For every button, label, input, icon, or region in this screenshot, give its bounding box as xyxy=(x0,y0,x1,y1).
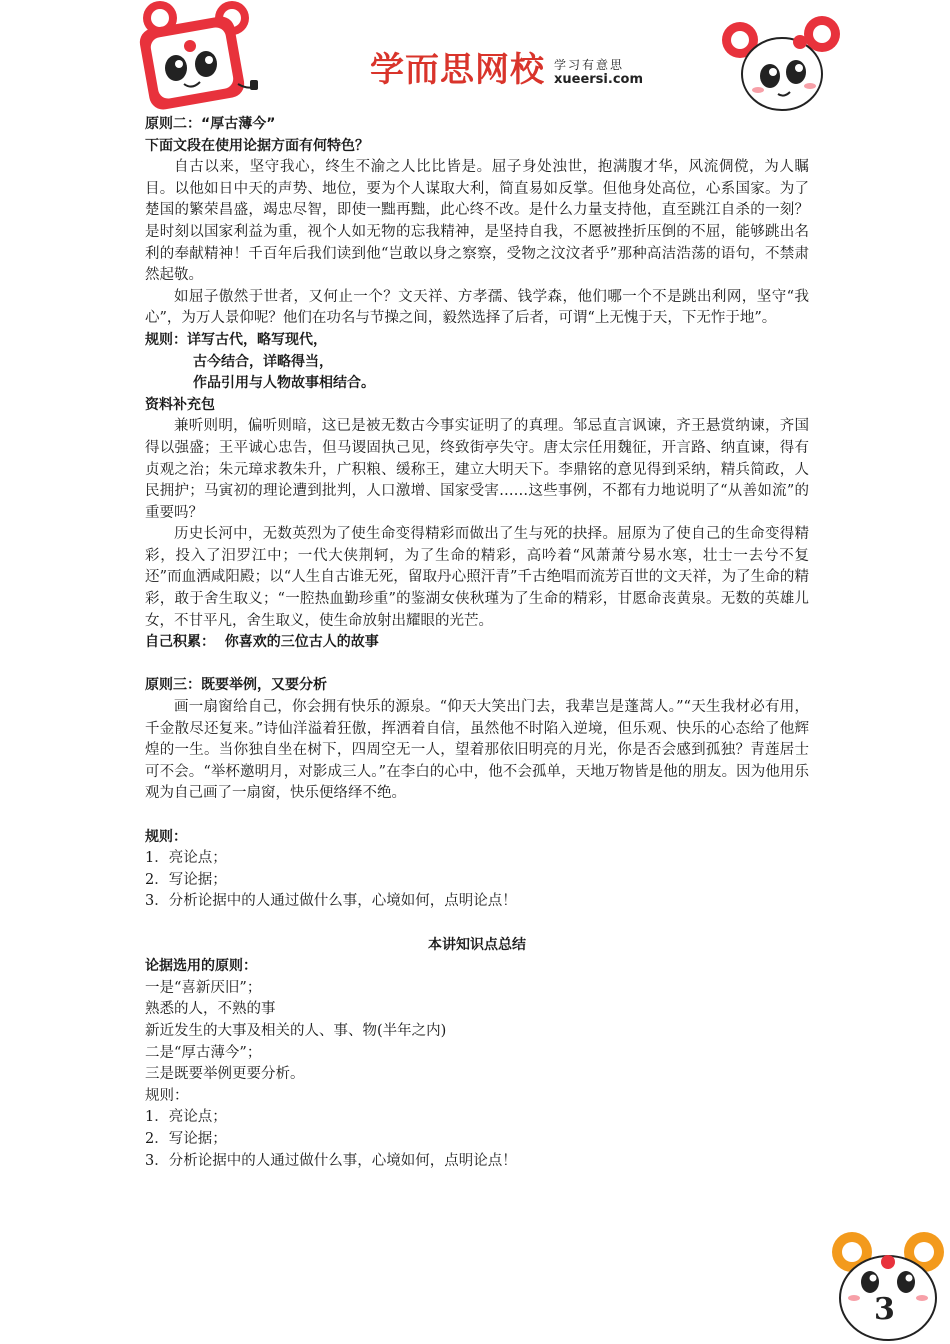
brand-name: 学而思网校 xyxy=(370,50,545,90)
self-accumulation: 自己积累： 你喜欢的三位古人的故事 xyxy=(145,634,379,651)
summary-line: 3．分析论据中的人通过做什么事，心境如何，点明论点！ xyxy=(145,1152,517,1169)
brand-slogan: 学习有意思 xyxy=(554,58,625,72)
summary-line: 1．亮论点； xyxy=(145,1109,227,1126)
section2-rule-3: 作品引用与人物故事相结合。 xyxy=(193,375,375,392)
spacer xyxy=(145,913,809,935)
summary-principle-label: 论据选用的原则： xyxy=(145,958,257,975)
summary-line: 规则： xyxy=(145,1087,189,1104)
section2-title: 原则二：“厚古薄今” xyxy=(145,116,276,132)
summary-line: 三是既要举例更要分析。 xyxy=(145,1066,305,1083)
section2-paragraph-2: 如屈子傲然于世者，又何止一个？文天祥、方孝孺、钱学森，他们哪一个不是跳出利网，坚守“我心”，为万人景仰呢？他们在功名与节操之间，毅然选择了后者，可谓“上无愧于天，下无怍于地”。 xyxy=(145,288,809,327)
mascot-left-icon xyxy=(132,0,260,116)
section3-rule-item: 3．分析论据中的人通过做什么事，心境如何，点明论点！ xyxy=(145,893,517,910)
supplement-paragraph-1: 兼听则明，偏听则暗，这已是被无数古今事实证明了的真理。邹忌直言讽谏，齐王悬赏纳谏，齐国得以强盛；王平诚心忠告，但马谡固执己见，终致街亭失守。唐太宗任用魏征，开言路、纳直谏，得有贞观之治；朱元璋求教朱升，广积粮、缓称王，建立大明天下。李鼎铭的意见得到采纳，精兵简政，人民拥护；马寅初的理论遭到批判，人口激增、国家受害……这些事例，不都有力地说明了“从善如流”的重要吗？ xyxy=(145,418,809,521)
section3-rule-item: 1．亮论点； xyxy=(145,850,227,867)
section2-rule-1: 规则：详写古代，略写现代， xyxy=(145,331,327,348)
page-number-badge xyxy=(826,1226,950,1344)
section3-rule-label: 规则： xyxy=(145,828,187,845)
spacer xyxy=(145,654,809,676)
page-number: 3 xyxy=(874,1292,895,1327)
summary-line: 二是“厚古薄今”； xyxy=(145,1044,262,1061)
summary-line: 熟悉的人，不熟的事 xyxy=(145,1001,276,1018)
summary-line: 新近发生的大事及相关的人、事、物(半年之内) xyxy=(145,1022,447,1039)
section2-rule-2: 古今结合，详略得当， xyxy=(193,353,333,370)
mascot-right-icon xyxy=(718,12,846,118)
section3-rule-item: 2．写论据； xyxy=(145,871,227,888)
section2-question: 下面文段在使用论据方面有何特色？ xyxy=(145,137,369,154)
brand-url: xueersi.com xyxy=(554,72,644,87)
supplement-paragraph-2: 历史长河中，无数英烈为了使生命变得精彩而做出了生与死的抉择。屈原为了使自己的生命变得精彩，投入了汨罗江中；一代大侠荆轲，为了生命的精彩，高吟着“风萧萧兮易水寒，壮士一去兮不复还”而血洒咸阳殿；以“人生自古谁无死，留取丹心照汗青”千古绝唱而流芳百世的文天祥，为了生命的精彩，敢于舍生取义；“一腔热血勤珍重”的鉴湖女侠秋瑾为了生命的精彩，甘愿命丧黄泉。无数的英雄儿女，不甘平凡，舍生取义，使生命放射出耀眼的光芒。 xyxy=(145,526,809,629)
summary-line: 2．写论据； xyxy=(145,1130,227,1147)
summary-title: 本讲知识点总结 xyxy=(428,936,526,953)
section3-paragraph: 画一扇窗给自己，你会拥有快乐的源泉。“仰天大笑出门去，我辈岂是蓬蒿人。”“天生我材必有用，千金散尽还复来。”诗仙洋溢着狂傲，挥洒着自信，虽然他不时陷入逆境，但乐观、快乐的心态给了他辉煌的一生。当你独自坐在树下，四周空无一人，望着那依旧明亮的月光，你是否会感到孤独？青莲居士可不会。“举杯邀明月，对影成三人。”在李白的心中，他不会孤单，天地万物皆是他的朋友。因为他用乐观为自己画了一扇窗，快乐便络绎不绝。 xyxy=(145,699,809,802)
section3-title: 原则三：既要举例，又要分析 xyxy=(145,677,327,694)
supplement-title: 资料补充包 xyxy=(145,396,215,413)
spacer xyxy=(145,805,809,827)
summary-line: 一是“喜新厌旧”； xyxy=(145,979,262,996)
section2-paragraph-1: 自古以来，坚守我心，终生不渝之人比比皆是。屈子身处浊世，抱满腹才华，风流倜傥，为人瞩目。以他如日中天的声势、地位，要为个人谋取大利，简直易如反掌。但他身处高位，心系国家。为了楚国的繁荣昌盛，竭忠尽智，即使一黜再黜，此心终不改。是什么力量支持他，直至跳江自杀的一刻？是时刻以国家利益为重，视个人如无物的忘我精神，是坚持自我，不愿被挫折压倒的不屈，能够跳出名利的奉献精神！千百年后我们读到他“岂敢以身之察察，受物之汶汶者乎”那种高洁浩荡的语句，不禁肃然起敬。 xyxy=(145,159,809,284)
page-header xyxy=(0,0,950,118)
brand-logo xyxy=(370,50,660,94)
document-body xyxy=(145,114,809,1172)
